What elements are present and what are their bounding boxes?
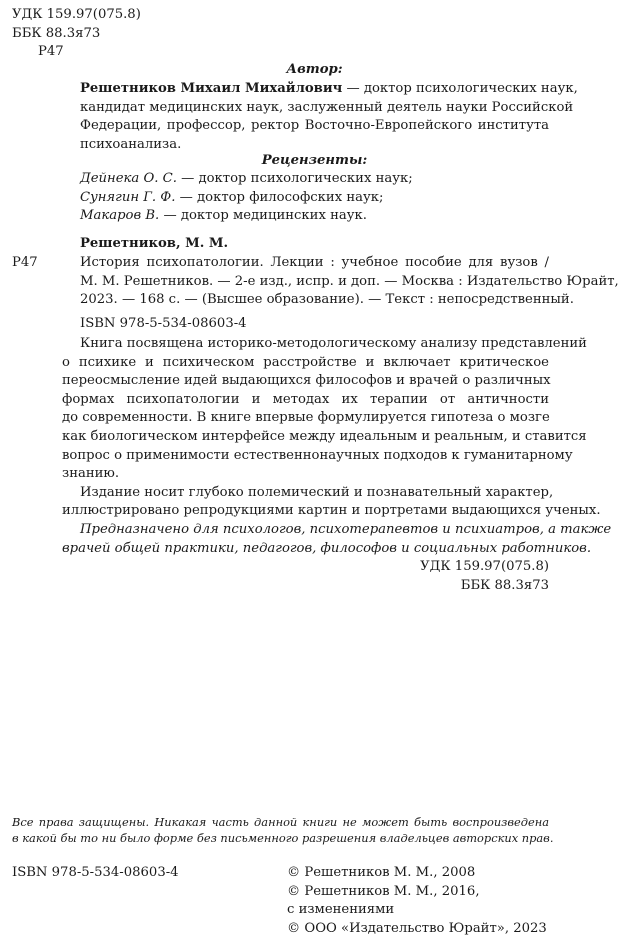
annotation-line: врачей общей практики, педагогов, философов и социальных работников. xyxy=(62,540,592,556)
classification-block xyxy=(12,6,141,62)
annotation-line: формах психопатологии и методах их терапии от античности xyxy=(62,391,549,407)
annotation xyxy=(62,335,612,595)
reviewer-item: Дейнека О. С. — доктор психологических наук; xyxy=(80,171,413,186)
annotation-line: до современности. В книге впервые формулируется гипотеза о мозге xyxy=(62,410,550,426)
bib-code: Р47 xyxy=(12,255,38,270)
author-heading: Автор: xyxy=(286,62,343,77)
footer-copyrights xyxy=(287,864,547,938)
udk-code: УДК 159.97(075.8) xyxy=(12,7,141,22)
rights-notice xyxy=(12,814,554,846)
rights-line: Все права защищены. Никакая часть данной книги не может быть воспроизведена xyxy=(12,815,549,829)
bib-isbn: ISBN 978-5-534-08603-4 xyxy=(80,316,247,331)
copyright-line: © Решетников М. М., 2008 xyxy=(287,865,476,880)
bib-line-1: История психопатологии. Лекции : учебное пособие для вузов / xyxy=(80,255,549,270)
annotation-line: переосмысление идей выдающихся философов и врачей о различных xyxy=(62,373,551,389)
annotation-udk: УДК 159.97(075.8) xyxy=(420,559,549,575)
annotation-bbk: ББК 88.3я73 xyxy=(460,577,549,593)
author-mark: Р47 xyxy=(38,44,64,60)
annotation-line: вопрос о применимости естественнонаучных подходов к гуманитарному xyxy=(62,447,573,463)
reviewer-item: Макаров В. — доктор медицинских наук. xyxy=(80,208,367,224)
footer-isbn: ISBN 978-5-534-08603-4 xyxy=(12,865,179,880)
author-line-2: кандидат медицинских наук, заслуженный деятель науки Российской xyxy=(80,99,574,115)
annotation-line: знанию. xyxy=(62,466,120,482)
reviewer-item: Сунягин Г. Ф. — доктор философских наук; xyxy=(80,189,384,205)
annotation-line: о психике и психическом расстройстве и включает критическое xyxy=(62,354,549,370)
author-name: Решетников Михаил Михайлович xyxy=(80,81,343,96)
copyright-line: © ООО «Издательство Юрайт», 2023 xyxy=(287,920,547,936)
bib-description xyxy=(80,254,619,310)
annotation-line: иллюстрировано репродукциями картин и портретами выдающихся ученых. xyxy=(62,503,601,519)
author-description xyxy=(80,80,578,154)
bib-author: Решетников, М. М. xyxy=(80,236,229,251)
annotation-line: Предназначено для психологов, психотерапевтов и психиатров, а также xyxy=(80,521,612,537)
bbk-code: ББК 88.3я73 xyxy=(12,25,101,41)
author-line-1: Решетников Михаил Михайлович — доктор психологических наук, xyxy=(80,81,578,96)
author-line-3: Федерации, профессор, ректор Восточно-Европейского института xyxy=(80,118,549,134)
copyright-line: © Решетников М. М., 2016, xyxy=(287,883,480,899)
reviewers-list xyxy=(80,170,413,226)
annotation-line: как биологическом интерфейсе между идеальным и реальным, и ставится xyxy=(62,428,587,444)
annotation-line: Издание носит глубоко полемический и познавательный характер, xyxy=(80,484,554,500)
copyright-line: с изменениями xyxy=(287,902,395,918)
bib-line-2: М. М. Решетников. — 2-е изд., испр. и доп. — Москва : Издательство Юрайт, xyxy=(80,273,619,289)
annotation-line: Книга посвящена историко-методологическому анализу представлений xyxy=(80,336,587,351)
author-line-4: психоанализа. xyxy=(80,136,182,152)
rights-line: в какой бы то ни было форме без письменного разрешения владельцев авторских прав. xyxy=(12,831,554,845)
reviewers-heading: Рецензенты: xyxy=(261,153,368,168)
bib-line-3: 2023. — 168 с. — (Высшее образование). — Текст : непосредственный. xyxy=(80,292,574,308)
